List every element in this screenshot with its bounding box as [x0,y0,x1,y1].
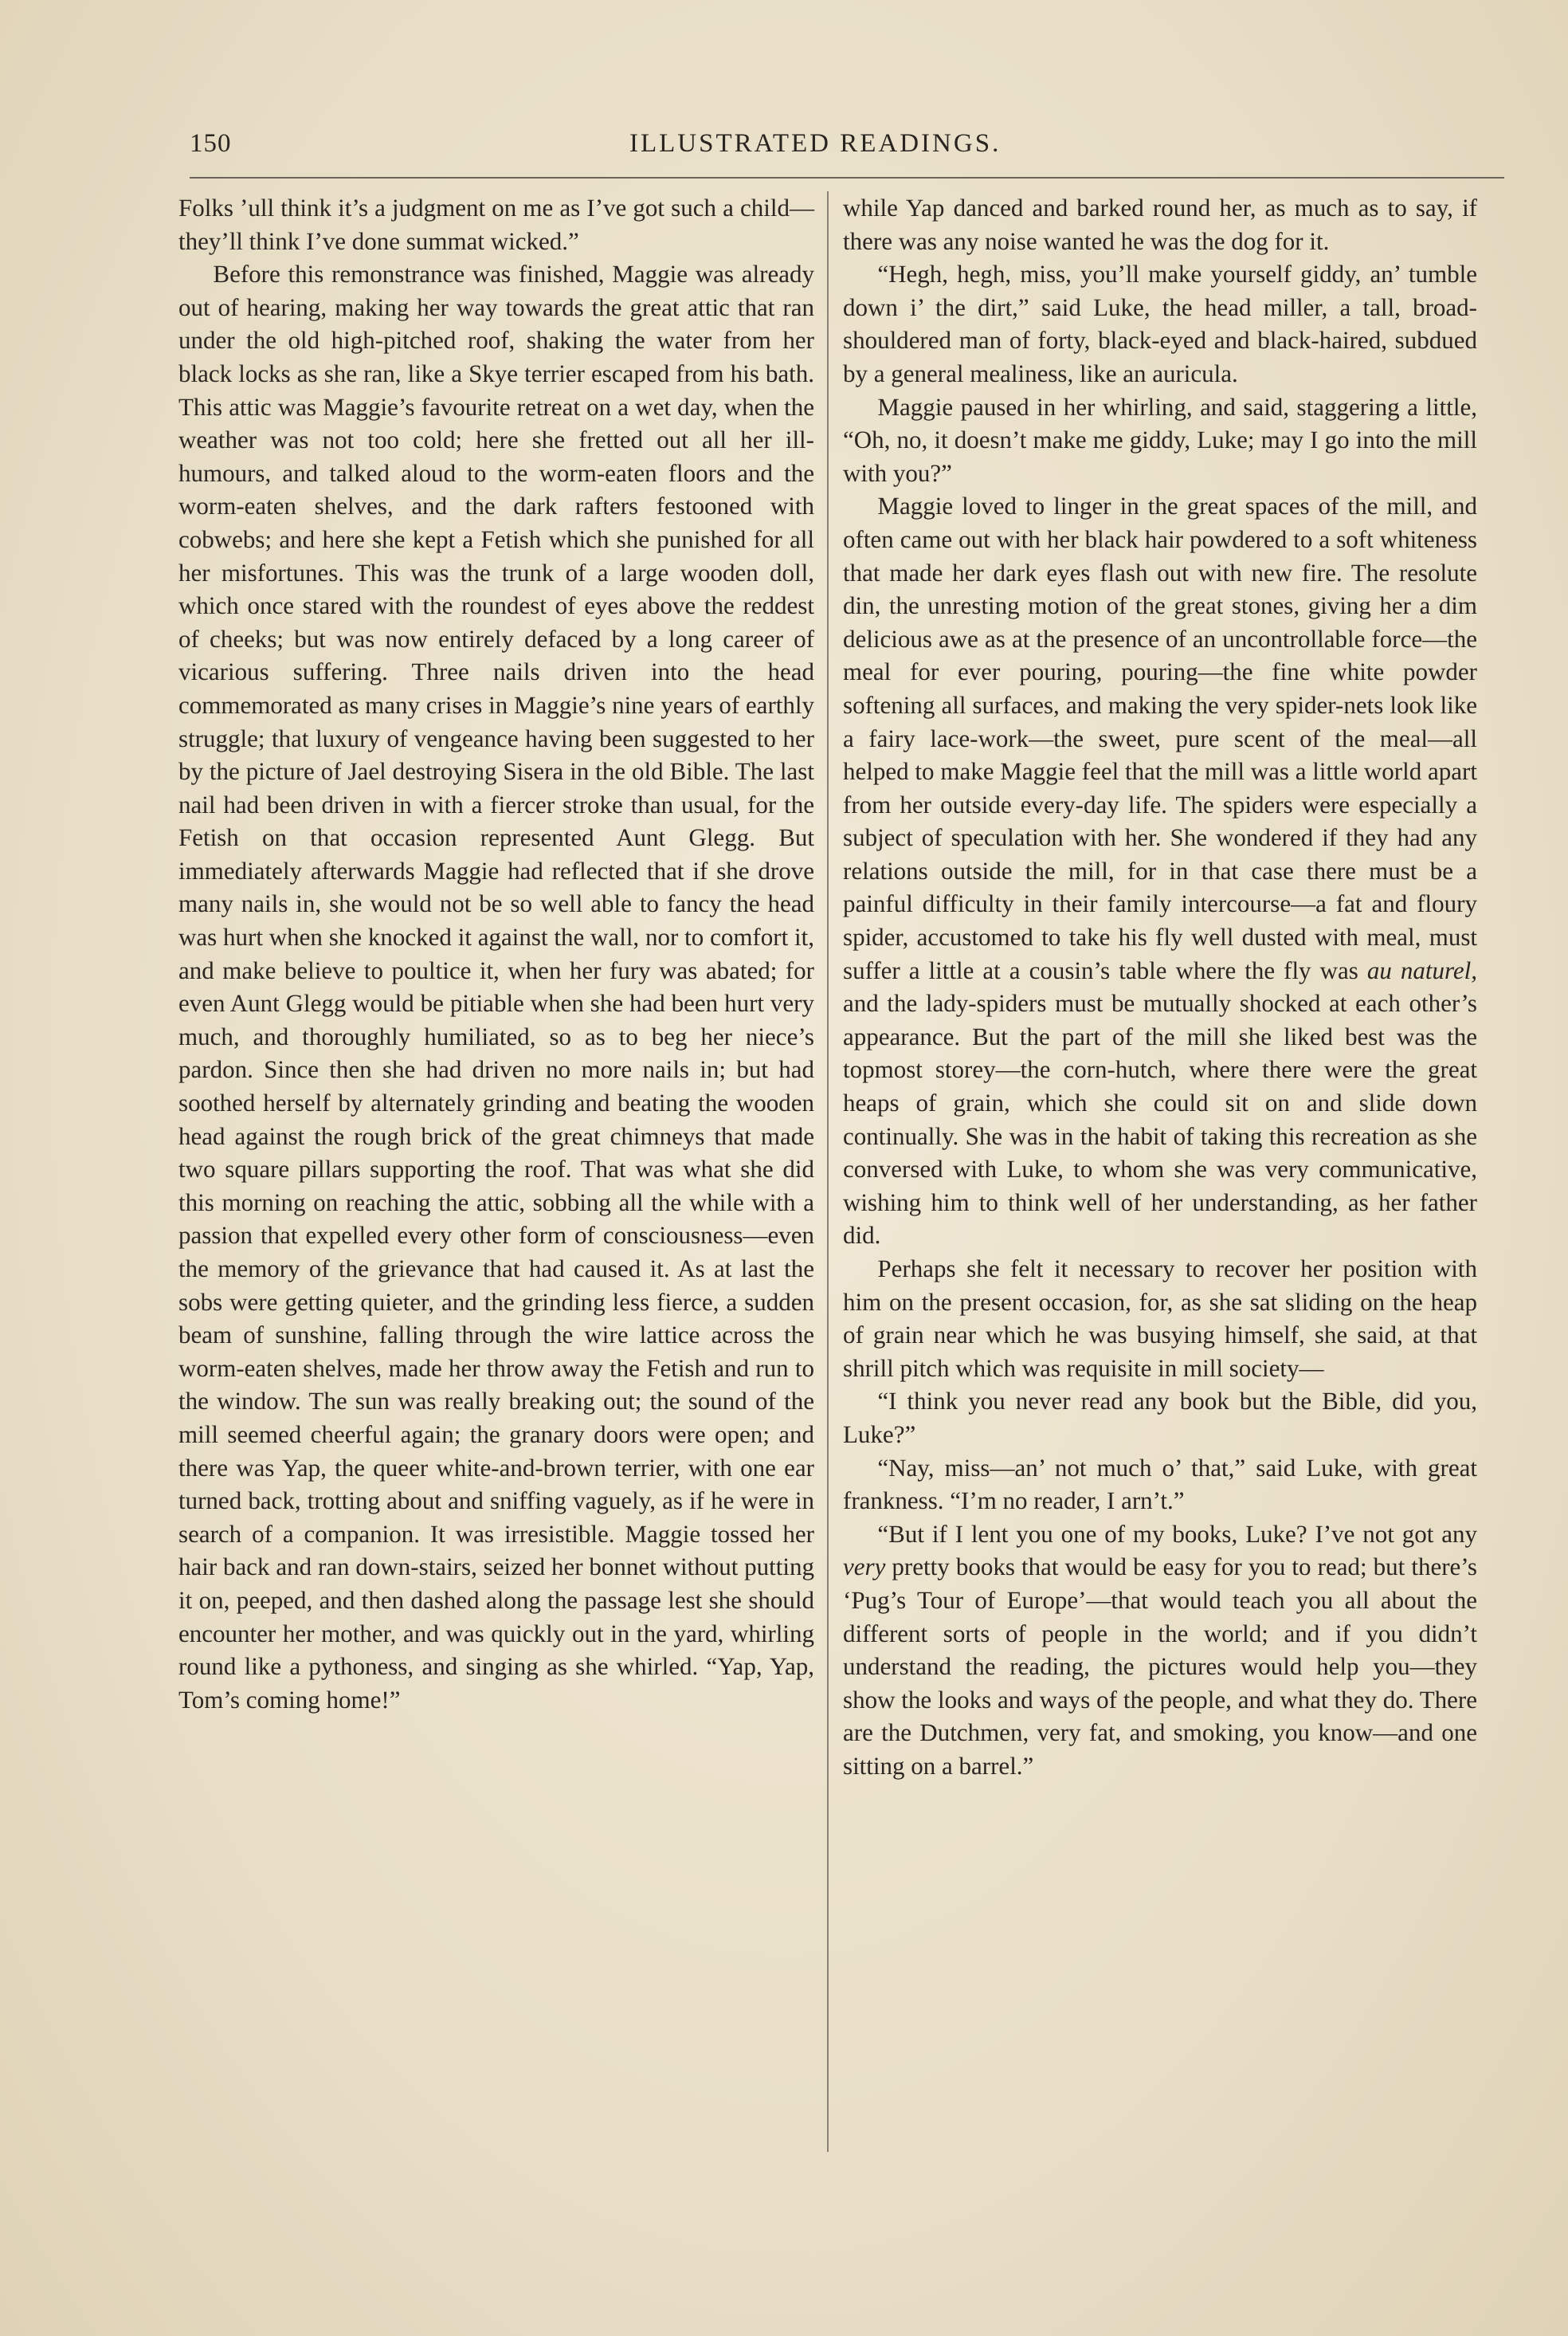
paragraph: Folks ’ull think it’s a judgment on me as I’ve got such a child—they’ll think I’ve done summat wicked.” [178,194,814,255]
column-divider [827,191,829,2152]
paragraph: Maggie paused in her whirling, and said, staggering a little, “Oh, no, it doesn’t make me giddy, Luke; may I go into the mill with you?” [843,392,1477,487]
italic-phrase: au naturel, [1366,956,1477,984]
paragraph: Before this remonstrance was finished, Maggie was already out of hearing, making her way towards the great attic that ran under the old high-pitched roof, shaking the water from her black locks as she ran, like a Skye terrier escaped from his bath. This attic was Maggie’s favourite retreat on a wet day, when the weather was not too cold; here she fretted out all her ill-humours, and talked aloud to the worm-eaten floors and the worm-eaten shelves, and the dark rafters festooned with cobwebs; and here she kept a Fetish which she punished for all her misfortunes. This was the trunk of a large wooden doll, which once stared with the roundest of eyes above the reddest of cheeks; but was now entirely defaced by a long career of vicarious suffering. Three nails driven into the head commemorated as many crises in Maggie’s nine years of earthly struggle; that luxury of vengeance having been suggested to her by the picture of Jael destroying Sisera in the old Bible. The last nail had been driven in with a fiercer stroke than usual, for the Fetish on that occasion represented Aunt Glegg. But immediately afterwards Maggie had reflected that if she drove many nails in, she would not be so well able to fancy the head was hurt when she knocked it against the wall, nor to comfort it, and make believe to poultice it, when her fury was abated; for even Aunt Glegg would be pitiable when she had been hurt very much, and thoroughly humiliated, so as to beg her niece’s pardon. Since then she had driven no more nails in; but had soothed herself by alternately grinding and beating the wooden head against the rough brick of the great chimneys that made two square pillars supporting the roof. That was what she did this morning on reaching the attic, sobbing all the while with a passion that expelled every other form of consciousness—even the memory of the grievance that had caused it. As at last the sobs were getting quieter, and the grinding less fierce, a sudden beam of sunshine, falling through the wire lattice across the worm-eaten shelves, made her throw away the Fetish and run to the window. The sun was really breaking out; the sound of the mill seemed cheerful again; the granary doors were open; and there was Yap, the queer white-and-brown terrier, with one ear turned back, trotting about and sniffing vaguely, as if he were in search of a companion. It was irresistible. Maggie tossed her hair back and ran down-stairs, seized her bonnet without putting it on, peeped, and then dashed along the passage lest she should encounter her mother, and was quickly out in the yard, whirling round like a pythoness, and singing as she whirled. “Yap, Yap, Tom’s coming home!” [178,260,814,1714]
paragraph: Perhaps she felt it necessary to recover her position with him on the present occasion, for, as she sat sliding on the heap of grain near which he was busying himself, she said, at that shrill pitch which was requisite in mill society— [843,1254,1477,1382]
paragraph: “Nay, miss—an’ not much o’ that,” said Luke, with great frankness. “I’m no reader, I arn’t.” [843,1453,1477,1515]
paragraph [843,489,1477,1252]
page-header [190,129,1504,169]
paragraph: “Hegh, hegh, miss, you’ll make yourself giddy, an’ tumble down i’ the dirt,” said Luke, the head miller, a tall, broad-shouldered man of forty, black-eyed and black-haired, subdued by a general mealiness, like an auricula. [843,260,1477,387]
paragraph-text: pretty books that would be easy for you to read; but there’s ‘Pug’s Tour of Europe’—that would teach you all about the different sorts of people in the world; and if you didn’t understand the reading, the pictures would help you—they show the looks and ways of the people, and what they do. There are the Dutchmen, very fat, and smoking, you know—and one sitting on a barrel.” [843,1553,1477,1780]
paragraph-text: and the lady-spiders must be mutually shocked at each other’s appearance. But the part of the mill she liked best was the topmost storey—the corn-hutch, where there were the great heaps of grain, which she could sit on and slide down continually. She was in the habit of taking this recreation as she conversed with Luke, to whom she was very communicative, wishing him to think well of her understanding, as her father did. [843,989,1477,1250]
paragraph-text: “But if I lent you one of my books, Luke? I’ve not got any [877,1519,1477,1548]
paragraph: “I think you never read any book but the Bible, did you, Luke?” [843,1387,1477,1448]
header-rule [190,177,1504,179]
paragraph [843,1517,1477,1783]
italic-phrase: very [843,1553,886,1581]
page-number: 150 [190,129,232,158]
paragraph: while Yap danced and barked round her, as much as to say, if there was any noise wanted he was the dog for it. [843,194,1477,255]
left-column [178,191,814,1716]
right-column [843,191,1477,1783]
paragraph-text: Maggie loved to linger in the great spaces of the mill, and often came out with her black hair powdered to a soft whiteness that made her dark eyes flash out with new fire. The resolute din, the unresting motion of the great stones, giving her a dim delicious awe as at the presence of an uncontrollable force—the meal for ever pouring, pouring—the fine white powder softening all surfaces, and making the very spider-nets look like a fairy lace-work—the sweet, pure scent of the meal—all helped to make Maggie feel that the mill was a little world apart from her outside every-day life. The spiders were especially a subject of speculation with her. She wondered if they had any relations outside the mill, for in that case there must be a painful difficulty in their family intercourse—a fat and floury spider, accustomed to take his fly well dusted with meal, must suffer a little at a cousin’s table where the fly was [843,492,1477,984]
running-head: ILLUSTRATED READINGS. [629,129,1002,158]
